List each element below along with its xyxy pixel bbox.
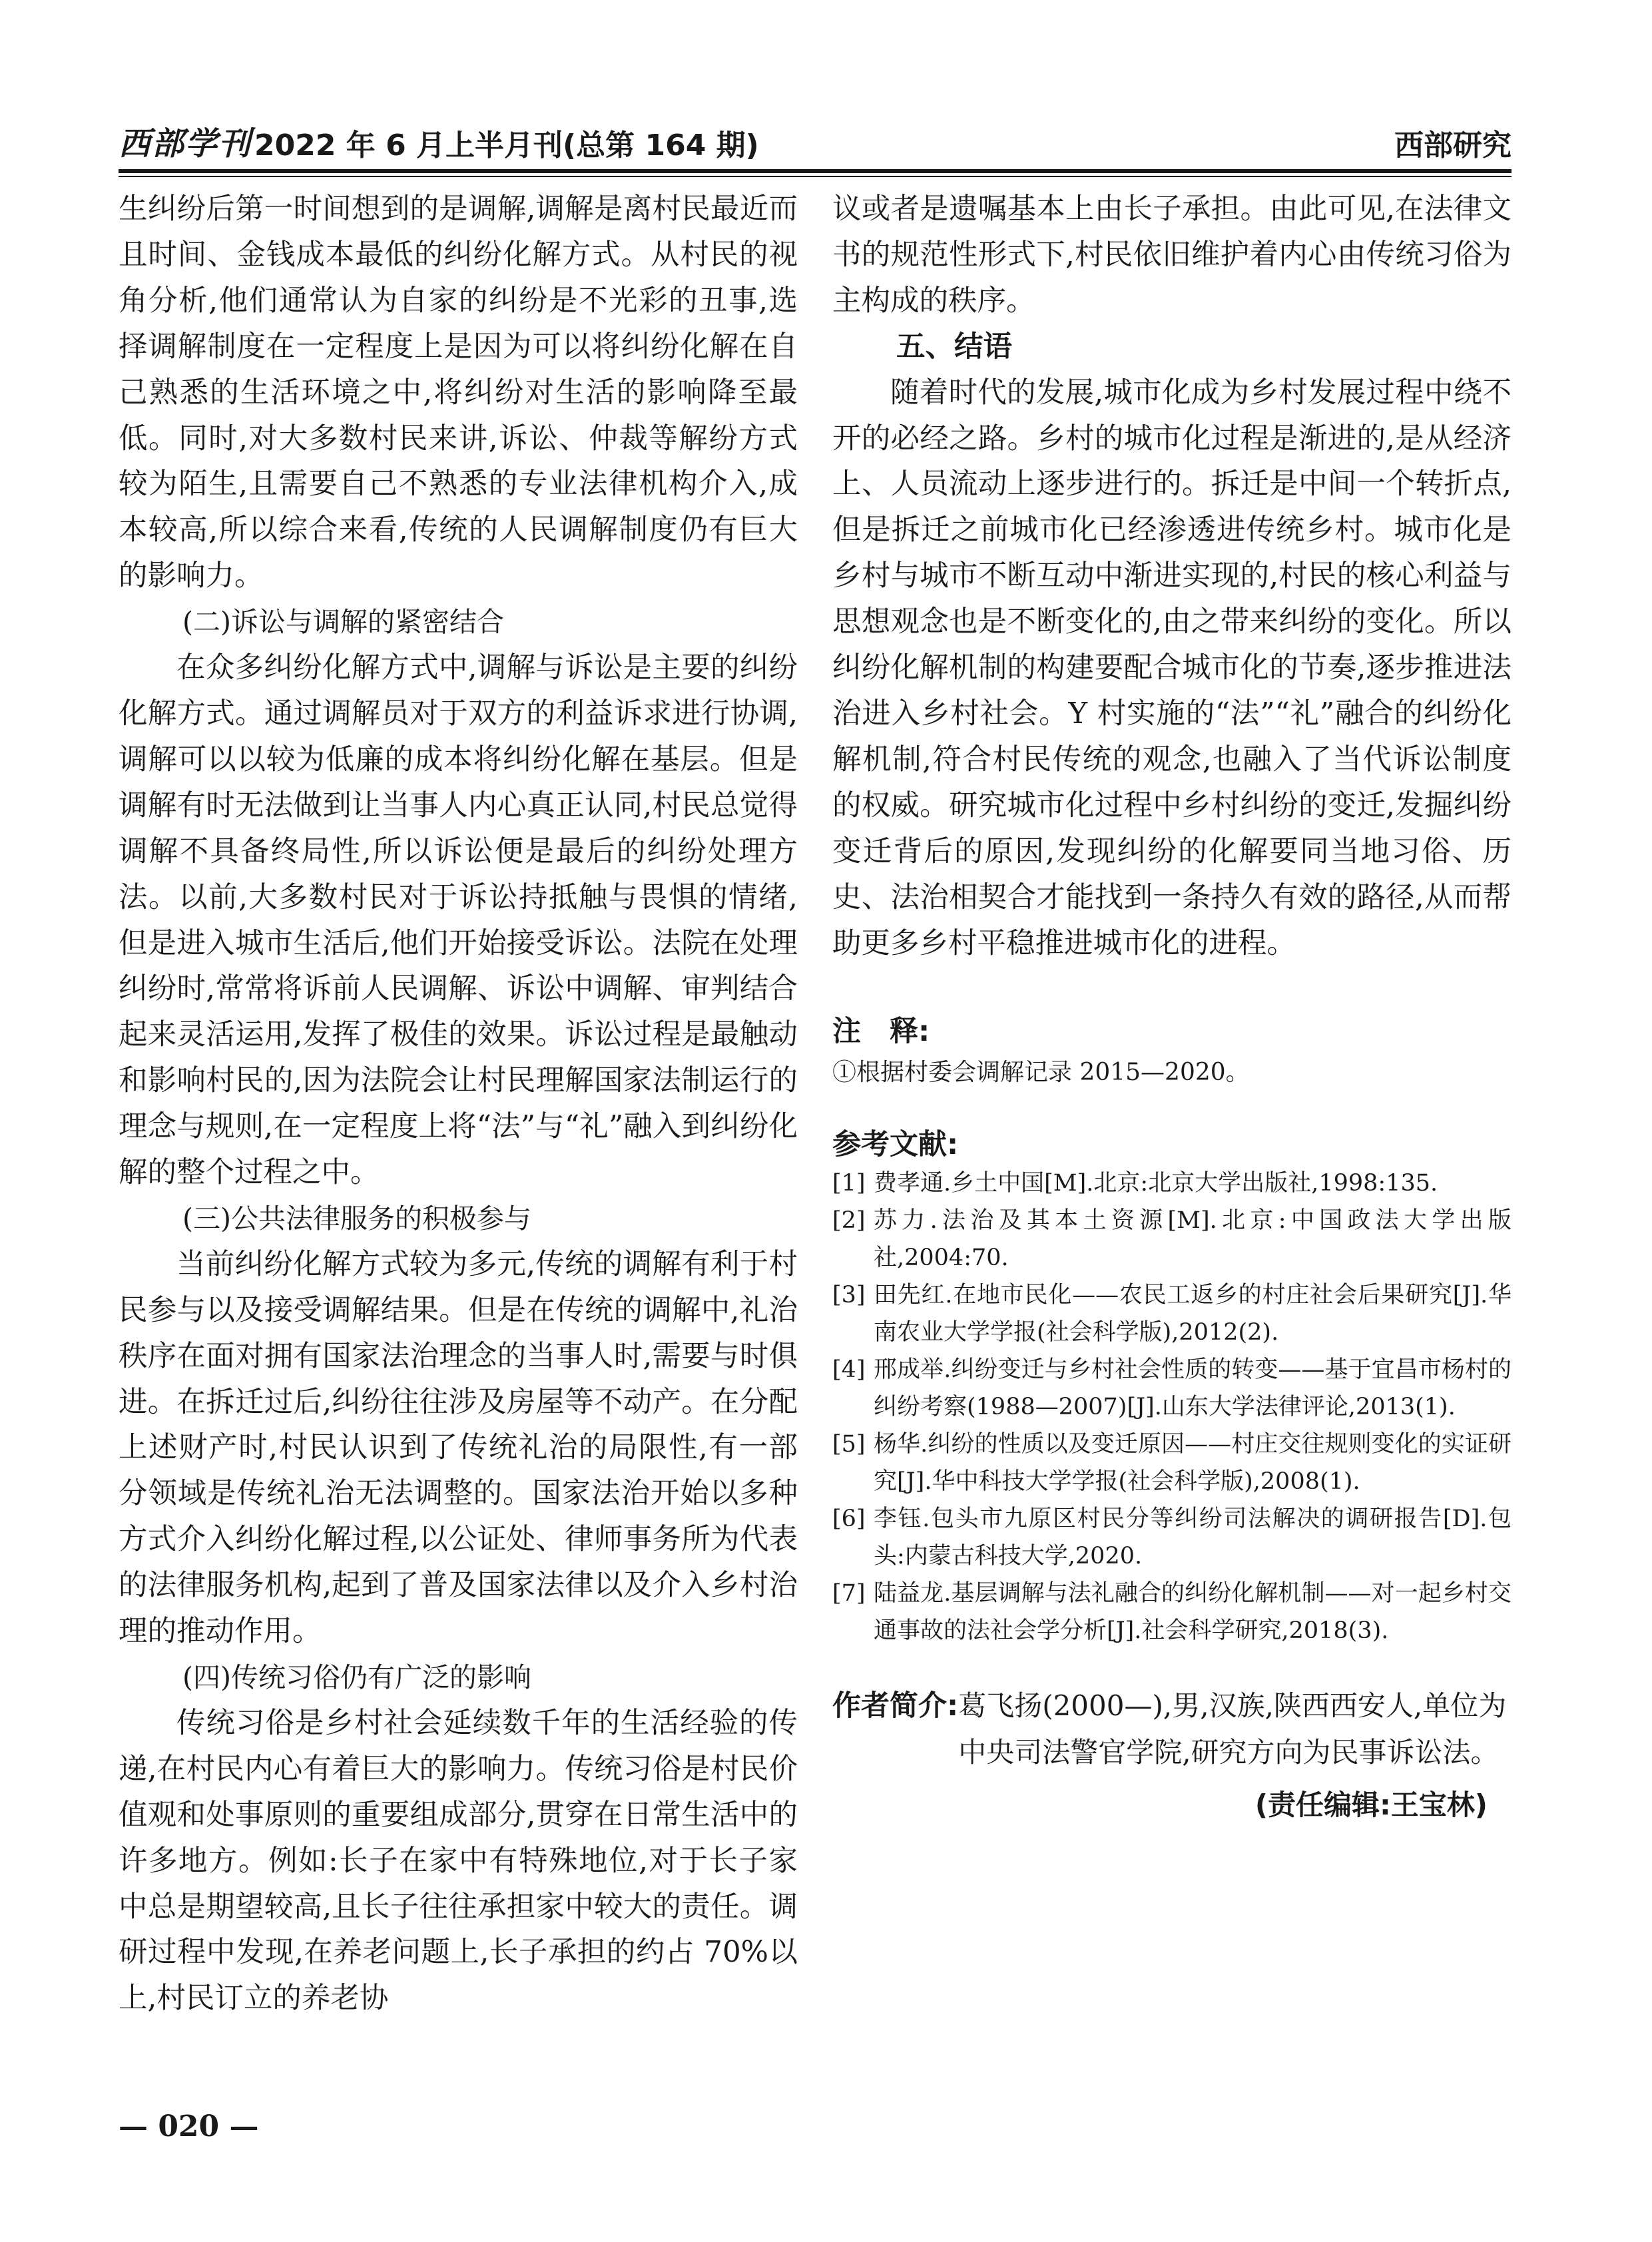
page-header: [119, 115, 1512, 164]
reference-text: 苏力.法治及其本土资源[M].北京:中国政法大学出版社,2004:70.: [874, 1207, 1512, 1272]
reference-item: [832, 1202, 1512, 1276]
author-bio-text: 葛飞扬(2000—),男,汉族,陕西西安人,单位为中央司法警官学院,研究方向为民事诉讼法。: [958, 1689, 1507, 1769]
subsection-heading: (二)诉讼与调解的紧密结合: [182, 606, 504, 639]
journal-title: [119, 118, 759, 164]
paragraph: 传统习俗是乡村社会延续数千年的生活经验的传递,在村民内心有着巨大的影响力。传统习俗是村民价值观和处事原则的重要组成部分,贯穿在日常生活中的许多地方。例如:长子在家中有特殊地位,对于长子家中总是期望较高,且长子往往承担家中较大的责任。调研过程中发现,在养老问题上,长子承担的约占 70%以上,村民订立的养老协: [119, 1706, 798, 2016]
reference-item: [832, 1351, 1512, 1426]
author-bio: [832, 1683, 1512, 1776]
reference-number: [6]: [832, 1506, 866, 1533]
reference-text: 田先红.在地市民化——农民工返乡的村庄社会后果研究[J].华南农业大学学报(社会科学版),2012(2).: [874, 1282, 1512, 1346]
references-heading: 参考文献:: [832, 1128, 959, 1162]
left-column: [119, 186, 798, 2022]
issue-info: 2022 年 6 月上半月刊(总第 164 期): [254, 129, 759, 162]
reference-text: 费孝通.乡土中国[M].北京:北京大学出版社,1998:135.: [874, 1170, 1438, 1197]
reference-number: [5]: [832, 1431, 866, 1458]
section-name: 西部研究: [1394, 129, 1512, 162]
reference-item: [832, 1165, 1512, 1202]
subsection-heading: (三)公共法律服务的积极参与: [182, 1202, 531, 1235]
right-column: [832, 186, 1512, 1825]
reference-number: [4]: [832, 1356, 866, 1384]
reference-text: 杨华.纠纷的性质以及变迁原因——村庄交往规则变化的实证研究[J].华中科技大学学报(社会科学版),2008(1).: [874, 1431, 1512, 1496]
reference-item: [832, 1276, 1512, 1351]
reference-item: [832, 1426, 1512, 1500]
section-heading: 五、结语: [896, 330, 1012, 364]
reference-list: [832, 1165, 1512, 1649]
reference-number: [7]: [832, 1580, 866, 1607]
subsection-heading: (四)传统习俗仍有广泛的影响: [182, 1661, 531, 1693]
paragraph: 生纠纷后第一时间想到的是调解,调解是离村民最近而且时间、金钱成本最低的纠纷化解方式。从村民的视角分析,他们通常认为自家的纠纷是不光彩的丑事,选择调解制度在一定程度上是因为可以将纠纷化解在自己熟悉的生活环境之中,将纠纷对生活的影响降至最低。同时,对大多数村民来讲,诉讼、仲裁等解纷方式较为陌生,且需要自己不熟悉的专业法律机构介入,成本较高,所以综合来看,传统的人民调解制度仍有巨大的影响力。: [119, 192, 798, 593]
responsible-editor: (责任编辑:王宝林): [1254, 1789, 1488, 1822]
notes-heading: 注 释:: [832, 1015, 930, 1049]
page-number: — 020 —: [119, 2109, 259, 2143]
reference-text: 李钰.包头市九原区村民分等纠纷司法解决的调研报告[D].包头:内蒙古科技大学,2020.: [874, 1506, 1512, 1570]
paragraph: 在众多纠纷化解方式中,调解与诉讼是主要的纠纷化解方式。通过调解员对于双方的利益诉求进行协调,调解可以以较为低廉的成本将纠纷化解在基层。但是调解有时无法做到让当事人内心真正认同,村民总觉得调解不具备终局性,所以诉讼便是最后的纠纷处理方法。以前,大多数村民对于诉讼持抵触与畏惧的情绪,但是进入城市生活后,他们开始接受诉讼。法院在处理纠纷时,常常将诉前人民调解、诉讼中调解、审判结合起来灵活运用,发挥了极佳的效果。诉讼过程是最触动和影响村民的,因为法院会让村民理解国家法制运行的理念与规则,在一定程度上将“法”与“礼”融入到纠纷化解的整个过程之中。: [119, 651, 798, 1190]
paragraph: 当前纠纷化解方式较为多元,传统的调解有利于村民参与以及接受调解结果。但是在传统的调解中,礼治秩序在面对拥有国家法治理念的当事人时,需要与时俱进。在拆迁过后,纠纷往往涉及房屋等不动产。在分配上述财产时,村民认识到了传统礼治的局限性,有一部分领域是传统礼治无法调整的。国家法治开始以多种方式介入纠纷化解过程,以公证处、律师事务所为代表的法律服务机构,起到了普及国家法律以及介入乡村治理的推动作用。: [119, 1247, 798, 1649]
author-bio-label: 作者简介:: [832, 1689, 959, 1723]
note-item: ①根据村委会调解记录 2015—2020。: [832, 1059, 1250, 1087]
reference-item: [832, 1575, 1512, 1649]
header-rule: [119, 169, 1512, 173]
journal-logo: 西部学刊: [119, 125, 252, 162]
reference-number: [1]: [832, 1170, 866, 1197]
reference-number: [3]: [832, 1282, 866, 1309]
reference-number: [2]: [832, 1207, 866, 1235]
paragraph: 随着时代的发展,城市化成为乡村发展过程中绕不开的必经之路。乡村的城市化过程是渐进的,是从经济上、人员流动上逐步进行的。拆迁是中间一个转折点,但是拆迁之前城市化已经渗透进传统乡村。城市化是乡村与城市不断互动中渐进实现的,村民的核心利益与思想观念也是不断变化的,由之带来纠纷的变化。所以纠纷化解机制的构建要配合城市化的节奏,逐步推进法治进入乡村社会。Y 村实施的“法”“礼”融合的纠纷化解机制,符合村民传统的观念,也融入了当代诉讼制度的权威。研究城市化过程中乡村纠纷的变迁,发掘纠纷变迁背后的原因,发现纠纷的化解要同当地习俗、历史、法治相契合才能找到一条持久有效的路径,从而帮助更多乡村平稳推进城市化的进程。: [832, 376, 1512, 960]
paragraph: 议或者是遗嘱基本上由长子承担。由此可见,在法律文书的规范性形式下,村民依旧维护着内心由传统习俗为主构成的秩序。: [832, 192, 1512, 318]
header-rule-thin: [119, 176, 1512, 177]
reference-item: [832, 1500, 1512, 1575]
reference-text: 邢成举.纠纷变迁与乡村社会性质的转变——基于宜昌市杨村的纠纷考察(1988—2007)[J].山东大学法律评论,2013(1).: [874, 1356, 1512, 1421]
reference-text: 陆益龙.基层调解与法礼融合的纠纷化解机制——对一起乡村交通事故的法社会学分析[J].社会科学研究,2018(3).: [874, 1580, 1512, 1645]
